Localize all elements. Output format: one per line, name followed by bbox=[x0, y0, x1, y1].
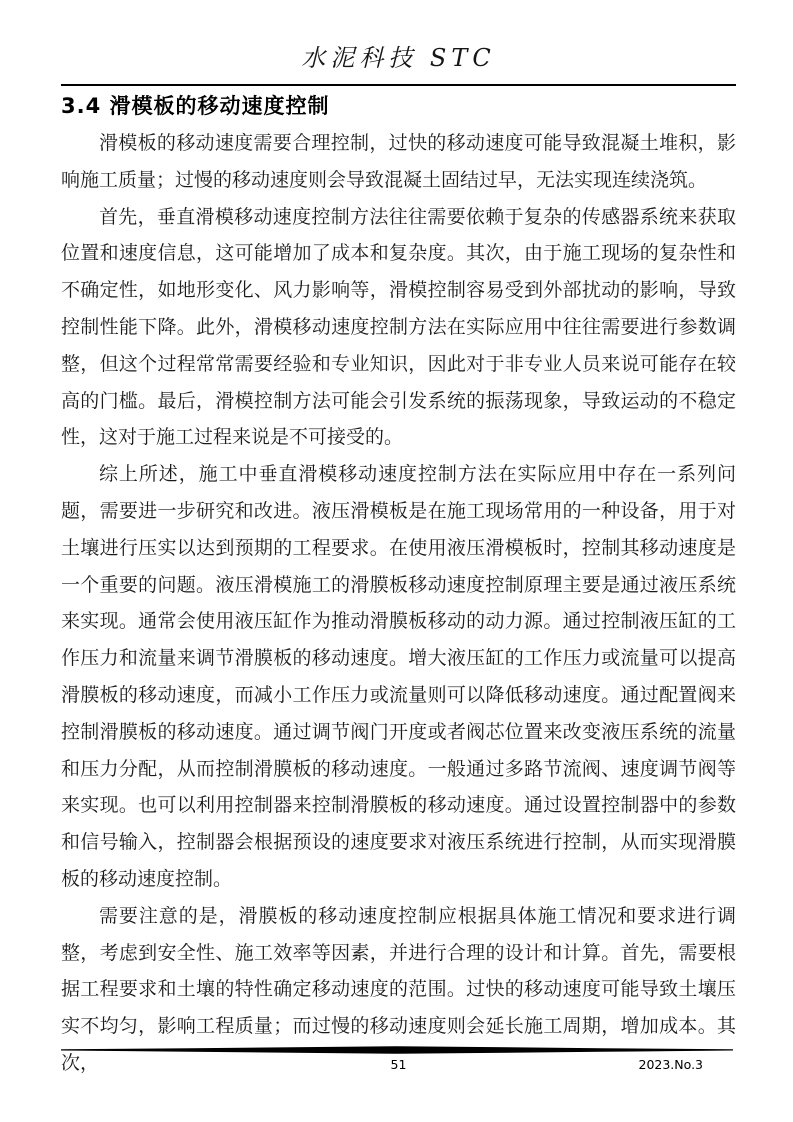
page-footer bbox=[61, 1046, 736, 1074]
paragraph-4: 需要注意的是，滑膜板的移动速度控制应根据具体施工情况和要求进行调整，考虑到安全性、施工效率等因素，并进行合理的设计和计算。首先，需要根据工程要求和土壤的特性确定移动速度的范围。过快的移动速度可能导致土壤压实不均匀，影响工程质量；而过慢的移动速度则会延长施工周期，增加成本。其次， bbox=[61, 904, 736, 1074]
journal-header bbox=[61, 38, 736, 72]
page-number: 51 bbox=[390, 1057, 407, 1072]
page-content bbox=[61, 0, 736, 1082]
journal-title: 水泥科技 STC bbox=[301, 44, 496, 72]
paragraph-2: 首先，垂直滑模移动速度控制方法往往需要依赖于复杂的传感器系统来获取位置和速度信息，这可能增加了成本和复杂度。其次，由于施工现场的复杂性和不确定性，如地形变化、风力影响等，滑模控制容易受到外部扰动的影响，导致控制性能下降。此外，滑模移动速度控制方法在实际应用中往往需要进行参数调整，但这个过程常常需要经验和专业知识，因此对于非专业人员来说可能存在较高的门槛。最后，滑模控制方法可能会引发系统的振荡现象，导致运动的不稳定性，这对于施工过程来说是不可接受的。 bbox=[61, 205, 736, 449]
footer-row bbox=[61, 1057, 736, 1074]
header-rule bbox=[61, 84, 736, 86]
paragraph-3: 综上所述，施工中垂直滑模移动速度控制方法在实际应用中存在一系列问题，需要进一步研究和改进。液压滑模板是在施工现场常用的一种设备，用于对土壤进行压实以达到预期的工程要求。在使用液压滑模板时，控制其移动速度是一个重要的问题。液压滑模施工的滑膜板移动速度控制原理主要是通过液压系统来实现。通常会使用液压缸作为推动滑膜板移动的动力源。通过控制液压缸的工作压力和流量来调节滑膜板的移动速度。增大液压缸的工作压力或流量可以提高滑膜板的移动速度，而减小工作压力或流量则可以降低移动速度。通过配置阀来控制滑膜板的移动速度。通过调节阀门开度或者阀芯位置来改变液压系统的流量和压力分配，从而控制滑膜板的移动速度。一般通过多路节流阀、速度调节阀等来实现。也可以利用控制器来控制滑膜板的移动速度。通过设置控制器中的参数和信号输入，控制器会根据预设的速度要求对液压系统进行控制，从而实现滑膜板的移动速度控制。 bbox=[61, 463, 736, 890]
issue-number: 2023.No.3 bbox=[638, 1057, 703, 1072]
section-heading: 3.4 滑模板的移动速度控制 bbox=[61, 94, 330, 118]
footer-rule-bar bbox=[61, 1046, 733, 1054]
article-body bbox=[61, 125, 736, 1082]
paragraph-1: 滑模板的移动速度需要合理控制，过快的移动速度可能导致混凝土堆积，影响施工质量；过慢的移动速度则会导致混凝土固结过早，无法实现连续浇筑。 bbox=[61, 132, 736, 191]
